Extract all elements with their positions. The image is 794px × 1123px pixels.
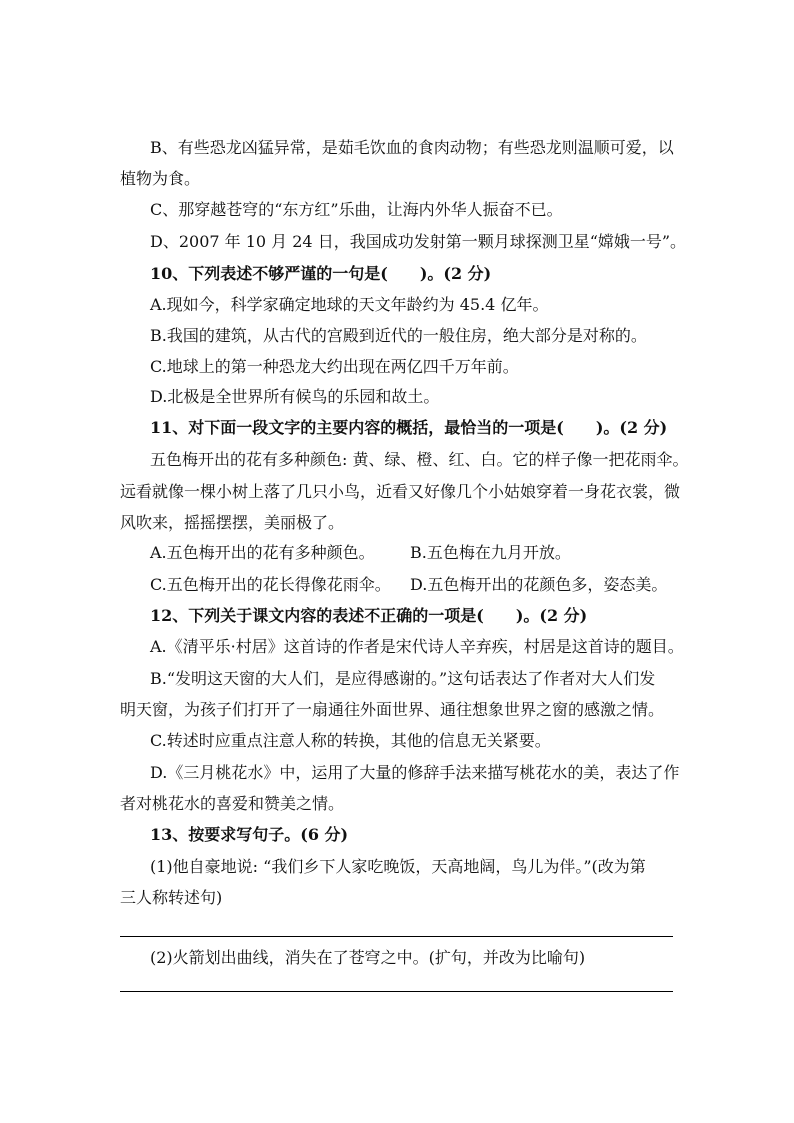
q12-option-b-line1: B.“发明这天窗的大人们，是应得感谢的。”这句话表达了作者对大人们发 [150, 669, 656, 688]
q13-item1-answer-line[interactable] [120, 936, 673, 937]
q11-option-d: D.五色梅开出的花颜色多，姿态美。 [410, 575, 668, 594]
q12-option-d-line1: D.《三月桃花水》中，运用了大量的修辞手法来描写桃花水的美，表达了作 [150, 763, 680, 782]
q9-option-d: D、2007 年 10 月 24 日，我国成功发射第一颗月球探测卫星“嫦娥一号”。 [150, 232, 687, 251]
q13-item2: (2)火箭划出曲线，消失在了苍穹之中。(扩句，并改为比喻句) [150, 948, 586, 967]
q9-option-c: C、那穿越苍穹的“东方红”乐曲，让海内外华人振奋不已。 [150, 200, 563, 219]
q11-option-b: B.五色梅在九月开放。 [410, 543, 571, 562]
q11-passage-line2: 远看就像一棵小树上落了几只小鸟，近看又好像几个小姑娘穿着一身花衣裳，微 [120, 482, 681, 501]
q12-option-b-line2: 明天窗，为孩子们打开了一扇通往外面世界、通往想象世界之窗的感激之情。 [120, 700, 665, 719]
q13-question: 13、按要求写句子。(6 分) [150, 825, 349, 844]
q10-option-d: D.北极是全世界所有候鸟的乐园和故土。 [150, 387, 440, 406]
q10-option-a: A.现如今，科学家确定地球的天文年龄约为 45.4 亿年。 [150, 295, 549, 314]
q13-item1-line2: 三人称转述句) [120, 888, 223, 907]
q11-option-c: C.五色梅开出的花长得像花雨伞。 [150, 575, 391, 594]
q13-item2-answer-line[interactable] [120, 991, 673, 992]
q11-passage-line3: 风吹来，摇摇摆摆，美丽极了。 [120, 513, 345, 532]
q12-option-a: A.《清平乐·村居》这首诗的作者是宋代诗人辛弃疾，村居是这首诗的题目。 [150, 637, 684, 656]
q9-option-b-line2: 植物为食。 [120, 169, 201, 188]
q11-passage-line1: 五色梅开出的花有多种颜色: 黄、绿、橙、红、白。它的样子像一把花雨伞。 [150, 450, 689, 469]
q12-option-d-line2: 者对桃花水的喜爱和赞美之情。 [120, 794, 345, 813]
q10-option-b: B.我国的建筑，从古代的宫殿到近代的一般住房，绝大部分是对称的。 [150, 326, 647, 345]
q9-option-b-line1: B、有些恐龙凶猛异常，是茹毛饮血的食肉动物；有些恐龙则温顺可爱，以 [150, 138, 674, 157]
q12-option-c: C.转述时应重点注意人称的转换，其他的信息无关紧要。 [150, 731, 551, 750]
q11-option-a: A.五色梅开出的花有多种颜色。 [150, 543, 375, 562]
q12-question: 12、下列关于课文内容的表述不正确的一项是( )。(2 分) [150, 606, 588, 625]
q10-question: 10、下列表述不够严谨的一句是( )。(2 分) [150, 264, 492, 283]
q10-option-c: C.地球上的第一种恐龙大约出现在两亿四千万年前。 [150, 357, 519, 376]
q11-question: 11、对下面一段文字的主要内容的概括，最恰当的一项是( )。(2 分) [150, 418, 668, 437]
q13-item1-line1: (1)他自豪地说: “我们乡下人家吃晚饭，天高地阔，鸟儿为伴。”(改为第 [150, 857, 646, 876]
